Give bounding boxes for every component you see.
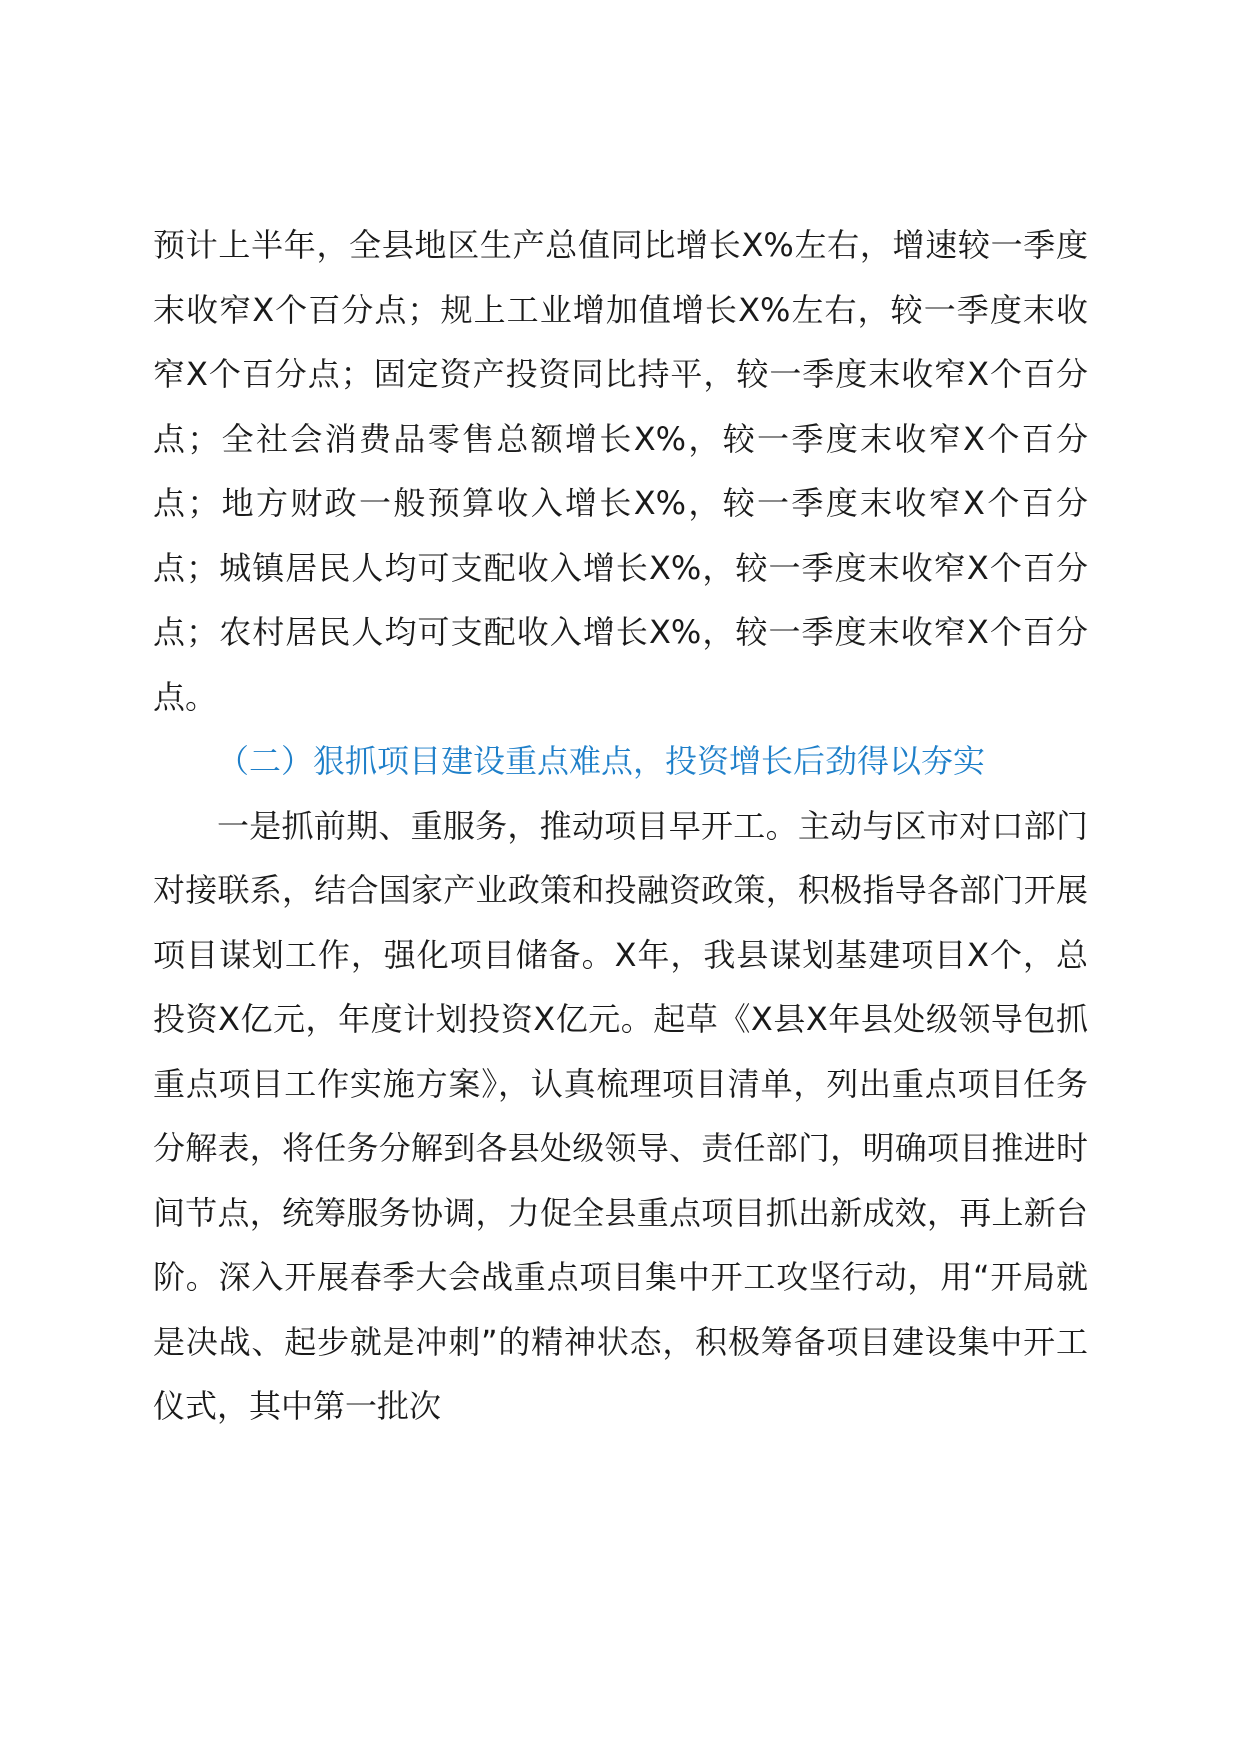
section-heading: （二）狠抓项目建设重点难点，投资增长后劲得以夯实	[217, 742, 986, 780]
document-body	[153, 213, 1088, 1439]
economic-indicators-paragraph: 预计上半年，全县地区生产总值同比增长X%左右，增速较一季度末收窄X个百分点；规上工业增加值增长X%左右，较一季度末收窄X个百分点；固定资产投资同比持平，较一季度末收窄X个百分点；全社会消费品零售总额增长X%，较一季度末收窄X个百分点；地方财政一般预算收入增长X%，较一季度末收窄X个百分点；城镇居民人均可支配收入增长X%，较一季度末收窄X个百分点；农村居民人均可支配收入增长X%，较一季度末收窄X个百分点。	[153, 226, 1088, 716]
project-construction-paragraph: 一是抓前期、重服务，推动项目早开工。主动与区市对口部门对接联系，结合国家产业政策和投融资政策，积极指导各部门开展项目谋划工作，强化项目储备。X年，我县谋划基建项目X个，总投资X亿元，年度计划投资X亿元。起草《X县X年县处级领导包抓重点项目工作实施方案》，认真梳理项目清单，列出重点项目任务分解表，将任务分解到各县处级领导、责任部门，明确项目推进时间节点，统筹服务协调，力促全县重点项目抓出新成效，再上新台阶。深入开展春季大会战重点项目集中开工攻坚行动，用“开局就是决战、起步就是冲刺”的精神状态，积极筹备项目建设集中开工仪式，其中第一批次	[153, 806, 1088, 1425]
